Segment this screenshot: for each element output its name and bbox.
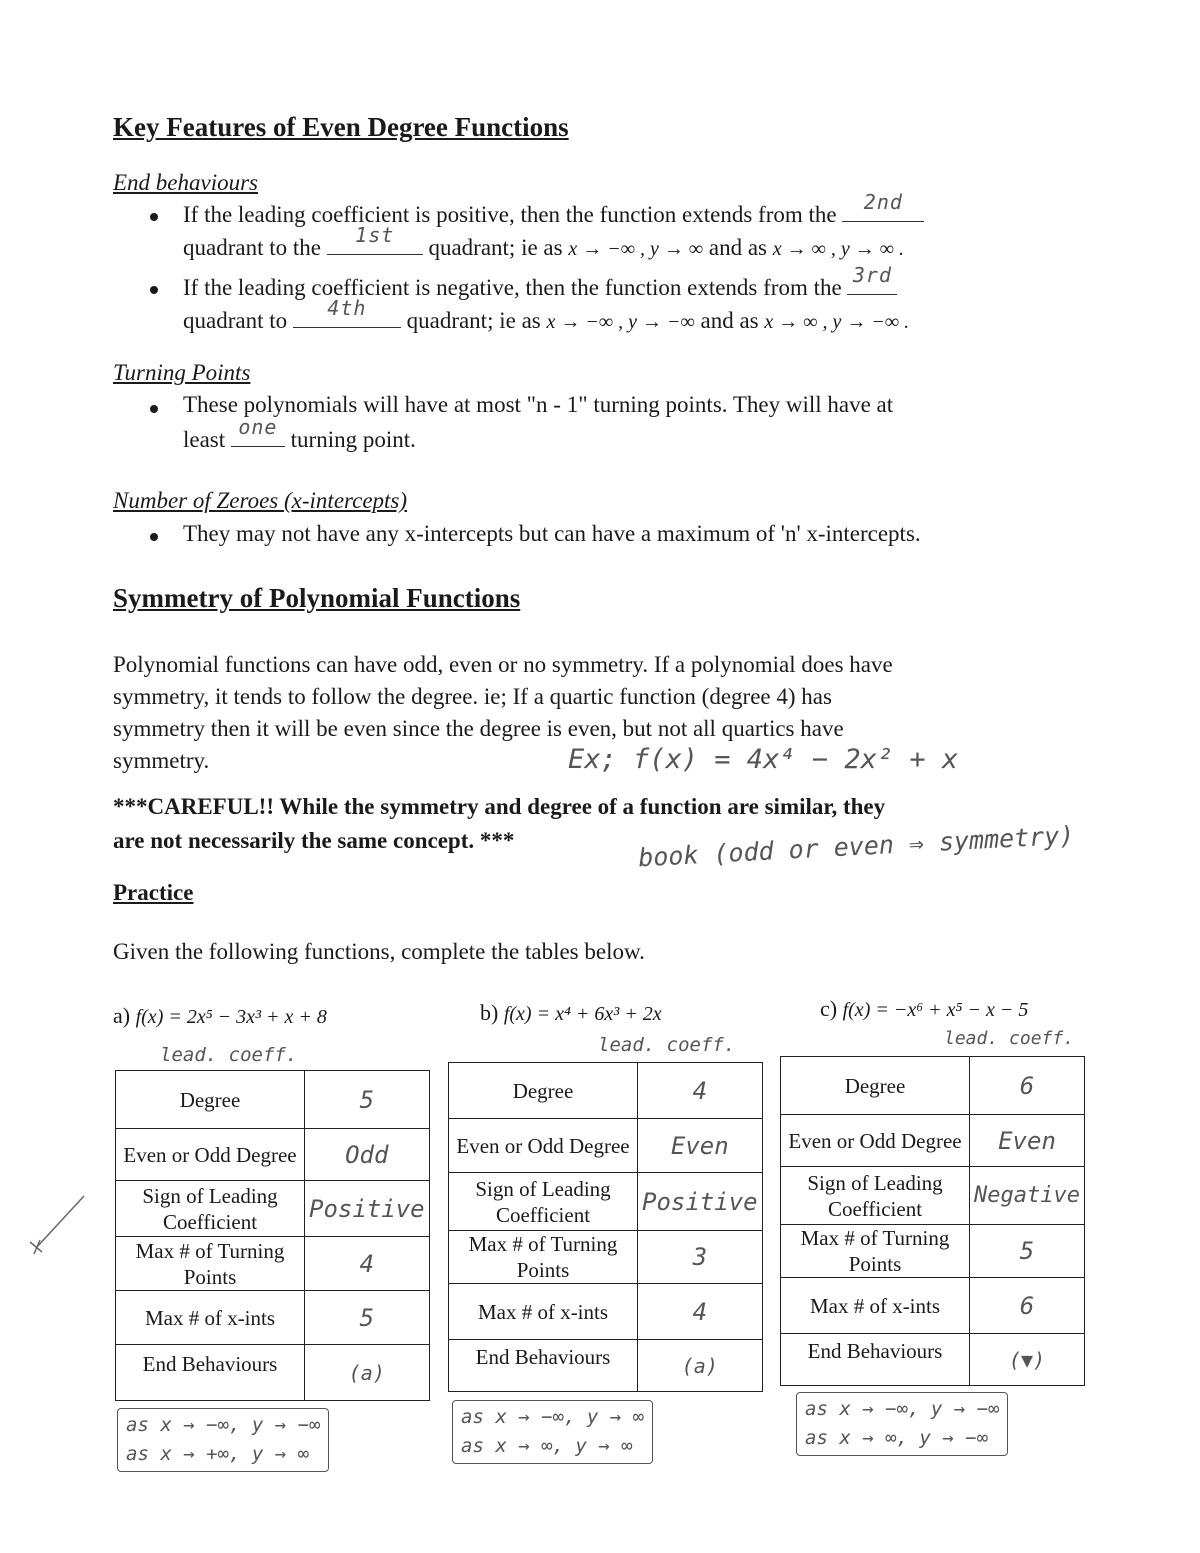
answer-cell: (a): [638, 1340, 763, 1392]
row-label: Max # of x-ints: [449, 1284, 638, 1340]
text: quadrant to the: [183, 235, 321, 260]
zeroes-line1: They may not have any x-intercepts but can have a maximum of 'n' x-intercepts.: [183, 521, 921, 546]
table-row: [116, 1181, 430, 1237]
table-row: [116, 1071, 430, 1129]
answer-cell: Positive: [305, 1181, 430, 1237]
answer-cell: 5: [970, 1225, 1085, 1278]
table-row: [781, 1334, 1085, 1386]
row-label: Max # of Turning Points: [449, 1231, 638, 1284]
row-label: Degree: [781, 1057, 970, 1115]
table-row: [116, 1237, 430, 1291]
answer-blank: [293, 296, 401, 328]
answer-cell: (a): [305, 1345, 430, 1401]
table-row: [449, 1119, 763, 1173]
function-c: [820, 996, 1028, 1022]
symmetry-paragraph-line1: Polynomial functions can have odd, even or no symmetry. If a polynomial does have: [113, 652, 893, 677]
row-label: Even or Odd Degree: [449, 1119, 638, 1173]
answer-cell: 6: [970, 1278, 1085, 1334]
row-label: Sign of Leading Coefficient: [781, 1167, 970, 1225]
bullet: [150, 533, 158, 541]
function-label: a): [113, 1003, 131, 1028]
text: least: [183, 427, 226, 452]
end-behaviour-positive-line2: [183, 223, 905, 266]
text: turning point.: [290, 427, 416, 452]
function-expression: f(x) = 2x⁵ − 3x³ + x + 8: [135, 1006, 327, 1028]
row-label: Even or Odd Degree: [781, 1115, 970, 1167]
table-row: [781, 1225, 1085, 1278]
row-label: End Behaviours: [449, 1340, 638, 1392]
answer-cell: 4: [638, 1284, 763, 1340]
answer-cell: Positive: [638, 1173, 763, 1231]
end-behaviour-line: as x → −∞, y → −∞: [126, 1414, 321, 1436]
text: and as: [708, 235, 767, 260]
lead-coeff-note: lead. coeff.: [598, 1034, 736, 1056]
math-expression: x → ∞ , y → −∞ .: [764, 311, 910, 333]
row-label: End Behaviours: [116, 1345, 305, 1401]
end-behaviour-line: as x → +∞, y → ∞: [126, 1443, 310, 1465]
turning-points-heading: Turning Points: [113, 360, 251, 385]
row-label: Max # of x-ints: [781, 1278, 970, 1334]
bullet: [150, 405, 158, 413]
careful-note-line1: ***CAREFUL!! While the symmetry and degree of a function are similar, they: [113, 794, 886, 819]
answer-cell: 5: [305, 1071, 430, 1129]
turning-points-line1: These polynomials will have at most "n - 1" turning points. They will have at: [183, 392, 894, 417]
text: and as: [700, 308, 759, 333]
end-behaviour-answer-b: [452, 1400, 653, 1464]
handwritten-answer: 2nd: [863, 190, 903, 214]
answer-cell: 3: [638, 1231, 763, 1284]
end-behaviour-negative-line2: [183, 296, 910, 339]
math-expression: x → ∞ , y → ∞ .: [772, 238, 905, 260]
answer-cell: Odd: [305, 1129, 430, 1181]
practice-intro: Given the following functions, complete the tables below.: [113, 939, 645, 964]
function-a: [113, 1003, 327, 1029]
answer-cell: 5: [305, 1291, 430, 1345]
row-label: Max # of Turning Points: [116, 1237, 305, 1291]
end-behaviour-line: as x → −∞, y → ∞: [461, 1406, 645, 1428]
row-label: Max # of x-ints: [116, 1291, 305, 1345]
end-behaviour-line: as x → −∞, y → −∞: [805, 1398, 1000, 1420]
row-label: Max # of Turning Points: [781, 1225, 970, 1278]
handwritten-book-note: book (odd or even ⇒ symmetry): [637, 820, 1075, 873]
answer-cell: Even: [638, 1119, 763, 1173]
math-expression: x → −∞ , y → −∞: [546, 311, 695, 333]
zeroes-heading: Number of Zeroes (x-intercepts): [113, 488, 408, 513]
bullet: [150, 286, 158, 294]
table-row: [781, 1167, 1085, 1225]
answer-cell: Negative: [970, 1167, 1085, 1225]
function-expression: f(x) = −x⁶ + x⁵ − x − 5: [842, 999, 1029, 1021]
table-row: [781, 1115, 1085, 1167]
table-row: [449, 1173, 763, 1231]
row-label: Sign of Leading Coefficient: [116, 1181, 305, 1237]
text: quadrant; ie as: [406, 308, 541, 333]
end-behaviours-heading: End behaviours: [113, 170, 259, 195]
table-row: [449, 1284, 763, 1340]
end-behaviour-positive-line1: [183, 190, 924, 232]
end-behaviour-line: as x → ∞, y → −∞: [805, 1427, 989, 1449]
handwritten-answer: one: [238, 415, 278, 439]
row-label: Sign of Leading Coefficient: [449, 1173, 638, 1231]
table-row: [449, 1231, 763, 1284]
table-row: [781, 1278, 1085, 1334]
answer-cell: (▼): [970, 1334, 1085, 1386]
row-label: Degree: [449, 1063, 638, 1119]
end-behaviour-answer-a: [117, 1408, 329, 1472]
table-row: [449, 1340, 763, 1392]
handwritten-answer: 3rd: [852, 263, 892, 287]
function-b: [480, 1000, 662, 1026]
symmetry-paragraph-line3: symmetry then it will be even since the degree is even, but not all quartics have: [113, 716, 844, 741]
symmetry-paragraph-line4: symmetry.: [113, 748, 210, 773]
function-label: b): [480, 1000, 499, 1025]
margin-pen-mark: [28, 1188, 90, 1258]
careful-note-line2: are not necessarily the same concept. ***: [113, 828, 515, 853]
page-title: Key Features of Even Degree Functions: [113, 112, 569, 142]
table-row: [116, 1345, 430, 1401]
answer-blank: [847, 263, 897, 295]
end-behaviour-negative-line1: [183, 263, 897, 305]
table-row: [116, 1129, 430, 1181]
row-label: Degree: [116, 1071, 305, 1129]
table-row: [781, 1057, 1085, 1115]
symmetry-title: Symmetry of Polynomial Functions: [113, 583, 521, 613]
math-expression: x → −∞ , y → ∞: [568, 238, 704, 260]
handwritten-answer: 4th: [327, 296, 367, 320]
end-behaviour-answer-c: [796, 1392, 1008, 1456]
row-label: Even or Odd Degree: [116, 1129, 305, 1181]
bullet: [150, 213, 158, 221]
function-label: c): [820, 996, 838, 1021]
practice-table-a: [115, 1070, 430, 1401]
practice-heading: Practice: [113, 880, 194, 905]
text: If the leading coefficient is positive, then the function extends from the: [183, 202, 837, 227]
answer-blank: [231, 415, 285, 447]
function-expression: f(x) = x⁴ + 6x³ + 2x: [503, 1003, 662, 1025]
lead-coeff-note: lead. coeff.: [944, 1028, 1075, 1049]
practice-table-b: [448, 1062, 763, 1392]
handwritten-answer: 1st: [355, 223, 395, 247]
symmetry-paragraph-line2: symmetry, it tends to follow the degree. ie; If a quartic function (degree 4) has: [113, 684, 832, 709]
table-row: [116, 1291, 430, 1345]
answer-cell: 4: [638, 1063, 763, 1119]
lead-coeff-note: lead. coeff.: [160, 1044, 298, 1066]
handwritten-example: Ex; f(x) = 4x⁴ − 2x² + x: [568, 744, 959, 775]
table-row: [449, 1063, 763, 1119]
text: If the leading coefficient is negative, then the function extends from the: [183, 275, 842, 300]
text: quadrant; ie as: [428, 235, 563, 260]
end-behaviour-line: as x → ∞, y → ∞: [461, 1435, 633, 1457]
answer-blank: [327, 223, 423, 255]
practice-table-c: [780, 1056, 1085, 1386]
answer-cell: 6: [970, 1057, 1085, 1115]
answer-cell: Even: [970, 1115, 1085, 1167]
turning-points-line2: [183, 415, 416, 457]
answer-cell: 4: [305, 1237, 430, 1291]
row-label: End Behaviours: [781, 1334, 970, 1386]
answer-blank: [842, 190, 924, 222]
text: quadrant to: [183, 308, 288, 333]
